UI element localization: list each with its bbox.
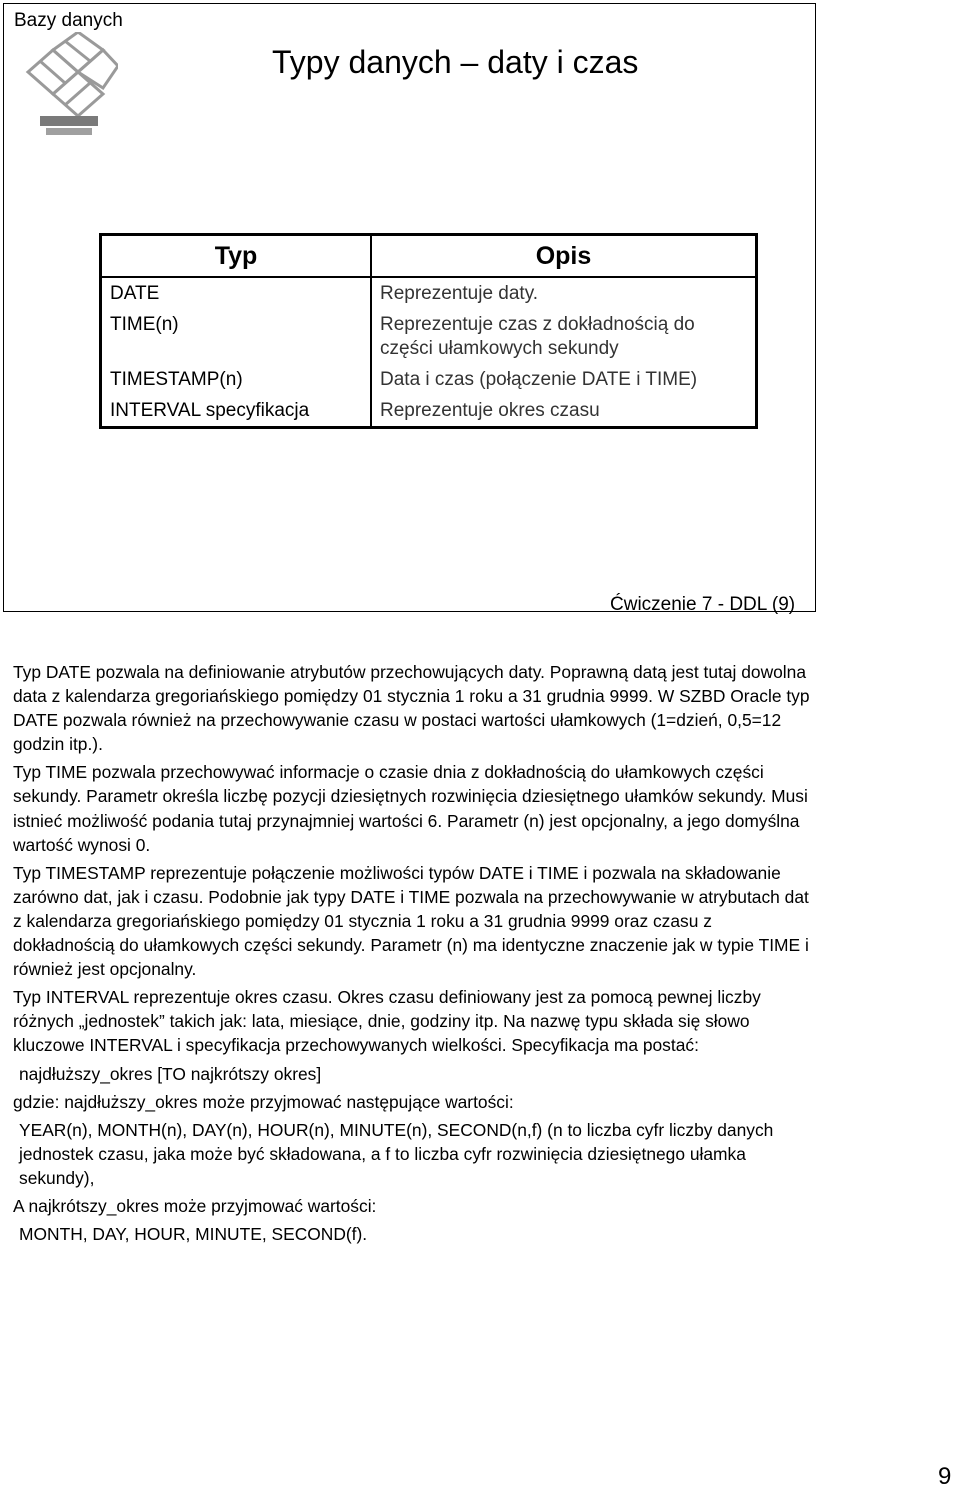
- note-paragraph-longest: gdzie: najdłuższy_okres może przyjmować następujące wartości:: [13, 1091, 514, 1112]
- note-paragraph-time: Typ TIME pozwala przechowywać informacje o czasie dnia z dokładnością do ułamkowych części sekundy. Parametr określa liczbę pozycji dziesiętnych rozwinięcia dziesiętnego ułamków sekundy. Musi istnieć możliwość podania tutaj przynajmniej wartości 6. Parametr (n) jest opcjonalny, a jego domyślna wartość wynosi 0.: [13, 762, 808, 855]
- table-row: [101, 395, 757, 428]
- note-shortest-values: MONTH, DAY, HOUR, MINUTE, SECOND(f).: [19, 1224, 368, 1245]
- type-cell: DATE: [101, 277, 372, 309]
- slide-frame: [3, 3, 816, 615]
- types-table: [99, 233, 758, 429]
- note-paragraph-shortest: A najkrótszy_okres może przyjmować wartości:: [13, 1195, 377, 1216]
- column-header-typ: Typ: [101, 235, 372, 278]
- column-header-opis: Opis: [371, 235, 757, 278]
- note-paragraph-date: Typ DATE pozwala na definiowanie atrybutów przechowujących daty. Poprawną datą jest tutaj dowolna data z kalendarza gregoriańskiego pomiędzy 01 stycznia 1 roku a 31 grudnia 9999. W SZBD Oracle typ DATE pozwala również na przechowywanie czasu w postaci wartości ułamkowych (1=dzień, 0,5=12 godzin itp.).: [13, 662, 810, 755]
- type-cell: TIME(n): [101, 309, 372, 364]
- table-row: [101, 277, 757, 309]
- description-cell: Data i czas (połączenie DATE i TIME): [380, 369, 698, 390]
- type-cell: INTERVAL specyfikacja: [101, 395, 372, 428]
- description-cell: Reprezentuje daty.: [380, 283, 539, 304]
- note-paragraph-interval: Typ INTERVAL reprezentuje okres czasu. Okres czasu definiowany jest za pomocą pewnej liczby różnych „jednostek” takich jak: lata, miesiące, dnie, godziny itp. Na nazwę typu składa się słowo kluczowe INTERVAL i specyfikacja przechowywanych wielkości. Specyfikacja ma postać:: [13, 987, 761, 1056]
- course-name: Bazy danych: [14, 10, 123, 31]
- description-cell: Reprezentuje okres czasu: [380, 400, 600, 421]
- table-row: [101, 309, 757, 364]
- table-row: [101, 364, 757, 395]
- type-cell: TIMESTAMP(n): [101, 364, 372, 395]
- uczelnia-logo: [18, 32, 118, 142]
- page-number: 9: [938, 1463, 952, 1490]
- description-cell: Reprezentuje czas z dokładnością do części ułamkowych sekundy: [380, 314, 695, 359]
- table-header-row: [101, 235, 757, 278]
- note-paragraph-timestamp: Typ TIMESTAMP reprezentuje połączenie możliwości typów DATE i TIME i pozwala na składowanie zarówno dat, jak i czasu. Podobnie jak typy DATE i TIME pozwala na przechowywanie w atrybutach dat z kalendarza gregoriańskiego pomiędzy 01 stycznia 1 roku a 31 grudnia 9999 oraz czasu z dokładnością do ułamkowych części sekundy. Parametr (n) ma identyczne znaczenie jak w typie TIME i również jest opcjonalny.: [13, 862, 809, 980]
- slide-footer: Ćwiczenie 7 - DDL (9): [610, 594, 796, 615]
- note-syntax-line: najdłuższy_okres [TO najkrótszy okres]: [19, 1063, 322, 1084]
- lecture-notes: [13, 660, 813, 1250]
- slide-title: Typy danych – daty i czas: [272, 44, 639, 80]
- note-longest-values: YEAR(n), MONTH(n), DAY(n), HOUR(n), MINUTE(n), SECOND(n,f) (n to liczba cyfr liczby danych jednostek czasu, jaka może być składowana, a f to liczba cyfr rozwinięcia dziesiętnego ułamka sekundy),: [19, 1119, 774, 1188]
